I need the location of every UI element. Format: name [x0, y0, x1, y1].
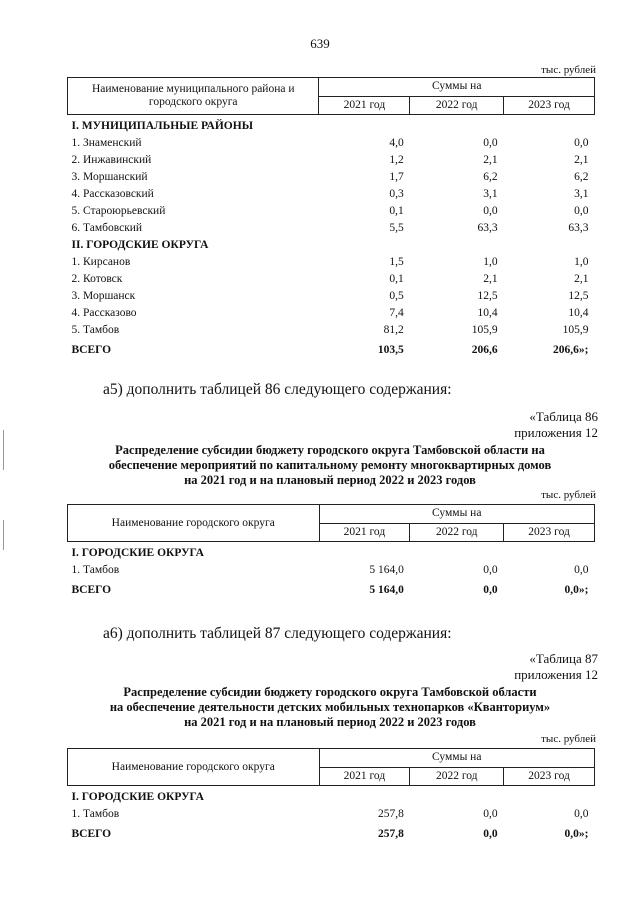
section-title: I. ГОРОДСКИЕ ОКРУГА: [71, 791, 204, 803]
table-row: [68, 305, 595, 322]
table-row: [68, 169, 595, 186]
row-name: 2. Котовск: [71, 273, 123, 285]
value-2022: 0,0: [483, 564, 498, 576]
header-year: 2023 год: [504, 523, 595, 542]
reference-line: приложения 12: [514, 667, 598, 682]
table-row: [68, 288, 595, 305]
table-row: [68, 135, 595, 152]
value-2021: 0,5: [389, 290, 404, 302]
header-sums: Суммы на: [319, 78, 595, 97]
value-2022: 6,2: [483, 171, 498, 183]
header-year: 2022 год: [410, 96, 504, 115]
value-2021: 0,1: [389, 273, 404, 285]
total-label: ВСЕГО: [71, 827, 112, 840]
value-2022: 0,0: [483, 205, 498, 217]
value-2022: 10,4: [477, 307, 498, 319]
header-name: Наименование муниципального района и городского округа: [68, 78, 319, 115]
header-year: 2021 год: [319, 96, 410, 115]
header-year: 2022 год: [410, 523, 504, 542]
value-2022: 0,0: [483, 808, 498, 820]
row-name: 5. Староюрьевский: [71, 205, 166, 217]
value-2021: 5 164,0: [369, 564, 404, 576]
scan-margin-mark: [3, 520, 4, 550]
table-row: [68, 152, 595, 169]
value-2022: 2,1: [483, 154, 498, 166]
value-2022: 63,3: [477, 222, 498, 234]
header-sums: Суммы на: [319, 749, 595, 768]
header-year: 2022 год: [410, 767, 504, 786]
value-2023: 2,1: [574, 273, 589, 285]
total-2022: 206,6: [471, 343, 498, 356]
section-title: II. ГОРОДСКИЕ ОКРУГА: [71, 239, 209, 251]
row-name: 3. Моршанск: [71, 290, 136, 302]
total-row: [68, 823, 595, 845]
table-row: [68, 254, 595, 271]
value-2023: 105,9: [562, 324, 589, 336]
total-label: ВСЕГО: [71, 583, 112, 596]
value-2023: 6,2: [574, 171, 589, 183]
table-row: [68, 220, 595, 237]
units-label: тыс. рублей: [541, 64, 596, 76]
total-2021: 5 164,0: [369, 583, 404, 596]
value-2022: 0,0: [483, 137, 498, 149]
value-2023: 0,0: [574, 808, 589, 820]
reference-line: «Таблица 86: [529, 409, 598, 424]
reference-line: приложения 12: [514, 425, 598, 440]
header-name: Наименование городского округа: [68, 505, 320, 542]
value-2023: 3,1: [574, 188, 589, 200]
page-number: 639: [310, 36, 330, 51]
value-2021: 1,7: [389, 171, 404, 183]
total-row: [68, 579, 595, 601]
row-name: 1. Тамбов: [71, 808, 120, 820]
value-2023: 2,1: [574, 154, 589, 166]
table-87: [67, 748, 595, 845]
table-86-reference: [458, 409, 598, 441]
header-year: 2021 год: [319, 523, 410, 542]
value-2023: 0,0: [574, 205, 589, 217]
reference-line: «Таблица 87: [529, 651, 598, 666]
paragraph-a6: а6) дополнить таблицей 87 следующего содержания:: [103, 625, 452, 642]
value-2021: 1,5: [389, 256, 404, 268]
total-2023: 0,0»;: [564, 583, 589, 596]
total-2023: 0,0»;: [564, 827, 589, 840]
table-row: [68, 271, 595, 288]
title-line: Распределение субсидии бюджету городского округа Тамбовской области на: [115, 443, 545, 457]
title-line: на 2021 год и на плановый период 2022 и 2023 годов: [184, 473, 476, 487]
header-sums: Суммы на: [319, 505, 595, 524]
header-year: 2021 год: [319, 767, 410, 786]
section-title: I. МУНИЦИПАЛЬНЫЕ РАЙОНЫ: [71, 120, 253, 132]
value-2021: 257,8: [377, 808, 404, 820]
value-2021: 0,1: [389, 205, 404, 217]
table-87-reference: [458, 651, 598, 683]
value-2021: 0,3: [389, 188, 404, 200]
value-2022: 3,1: [483, 188, 498, 200]
row-name: 1. Тамбов: [71, 564, 120, 576]
section-title: I. ГОРОДСКИЕ ОКРУГА: [71, 547, 204, 559]
row-name: 4. Рассказово: [71, 307, 137, 319]
total-row: [68, 339, 595, 361]
value-2022: 2,1: [483, 273, 498, 285]
row-name: 1. Кирсанов: [71, 256, 131, 268]
header-year: 2023 год: [504, 96, 595, 115]
row-name: 1. Знаменский: [71, 137, 142, 149]
table-row: [68, 562, 595, 579]
title-line: обеспечение мероприятий по капитальному ремонту многоквартирных домов: [108, 458, 552, 472]
row-name: 4. Рассказовский: [71, 188, 154, 200]
scan-margin-mark: [3, 430, 4, 470]
total-label: ВСЕГО: [71, 343, 112, 356]
table-row: [68, 806, 595, 823]
table-row: [68, 322, 595, 339]
value-2023: 63,3: [568, 222, 589, 234]
table-86: [67, 504, 595, 601]
total-2022: 0,0: [483, 583, 498, 596]
table-subsidies-districts: [67, 77, 595, 361]
title-line: на 2021 год и на плановый период 2022 и 2023 годов: [184, 715, 476, 729]
total-2022: 0,0: [483, 827, 498, 840]
table-87-title: [60, 685, 600, 730]
row-name: 6. Тамбовский: [71, 222, 143, 234]
units-label: тыс. рублей: [541, 489, 596, 501]
table-row: [68, 203, 595, 220]
paragraph-a5: а5) дополнить таблицей 86 следующего содержания:: [103, 381, 452, 398]
title-line: на обеспечение деятельности детских мобильных технопарков «Кванториум»: [109, 700, 551, 714]
row-name: 2. Инжавинский: [71, 154, 152, 166]
value-2021: 7,4: [389, 307, 404, 319]
total-2023: 206,6»;: [553, 343, 589, 356]
value-2023: 10,4: [568, 307, 589, 319]
title-line: Распределение субсидии бюджету городского округа Тамбовской области: [123, 685, 537, 699]
value-2021: 1,2: [389, 154, 404, 166]
value-2023: 0,0: [574, 137, 589, 149]
value-2023: 1,0: [574, 256, 589, 268]
value-2022: 105,9: [471, 324, 498, 336]
total-2021: 103,5: [377, 343, 404, 356]
value-2021: 5,5: [389, 222, 404, 234]
value-2022: 1,0: [483, 256, 498, 268]
table-row: [68, 186, 595, 203]
row-name: 5. Тамбов: [71, 324, 120, 336]
value-2021: 81,2: [383, 324, 404, 336]
total-2021: 257,8: [377, 827, 404, 840]
value-2022: 12,5: [477, 290, 498, 302]
units-label: тыс. рублей: [541, 733, 596, 745]
value-2023: 12,5: [568, 290, 589, 302]
table-86-title: [60, 443, 600, 488]
value-2023: 0,0: [574, 564, 589, 576]
row-name: 3. Моршанский: [71, 171, 148, 183]
header-name: Наименование городского округа: [68, 749, 320, 786]
value-2021: 4,0: [389, 137, 404, 149]
header-year: 2023 год: [504, 767, 595, 786]
